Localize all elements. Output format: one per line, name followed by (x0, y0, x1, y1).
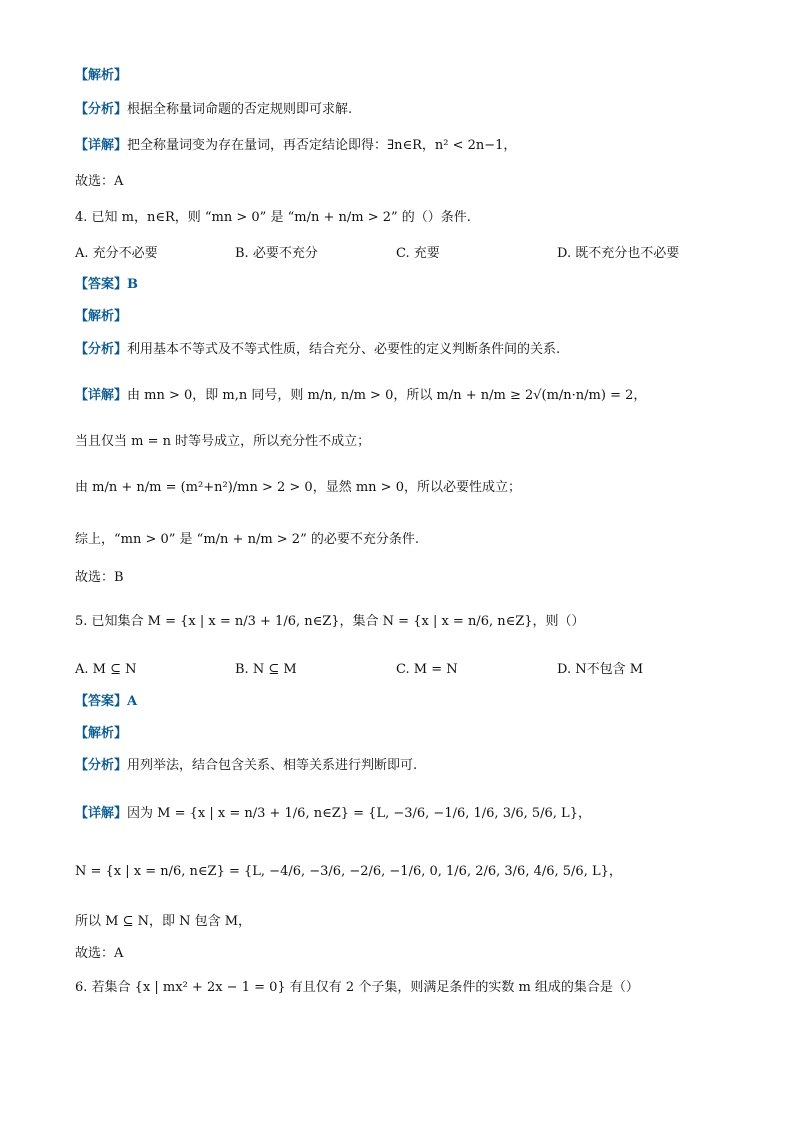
q4-option-a: A. 充分不必要 (75, 246, 158, 261)
detail-q5-line1 (75, 804, 591, 824)
q5-option-d: D. N不包含 M (557, 662, 644, 677)
detail-q3 (75, 136, 516, 156)
q5-option-c: C. M = N (396, 662, 458, 677)
detail-q4-line1 (75, 386, 646, 406)
detail-label: 【详解】 (75, 806, 128, 821)
answer-select-q4: 故选：B (75, 570, 124, 585)
analysis-label: 【分析】 (75, 342, 128, 357)
detail-label: 【详解】 (75, 138, 128, 153)
answer-label-q4: 【答案】B (75, 277, 138, 292)
q5-option-a: A. M ⊆ N (75, 662, 137, 677)
detail-text: 把全称量词变为存在量词，再否定结论即得：∃n∈R，n² < 2n−1， (127, 138, 517, 153)
jiexi-label-q5: 【解析】 (75, 726, 128, 741)
detail-label: 【详解】 (75, 388, 128, 403)
detail-text: 因为 M = {x | x = n/3 + 1/6, n∈Z} = {L, −3/6, −1/6, 1/6, 3/6, 5/6, L}， (127, 806, 591, 821)
detail-q4-line2: 当且仅当 m = n 时等号成立，所以充分性不成立； (75, 434, 371, 449)
analysis-text: 用列举法，结合包含关系、相等关系进行判断即可. (127, 758, 418, 773)
answer-label-q5: 【答案】A (75, 694, 138, 709)
analysis-label: 【分析】 (75, 758, 128, 773)
question-4-stem: 4. 已知 m，n∈R，则 “mn > 0” 是 “m/n + n/m > 2” 的（）条件. (75, 210, 471, 225)
q4-option-b: B. 必要不充分 (235, 246, 318, 261)
jiexi-label-q3: 【解析】 (75, 68, 128, 83)
analysis-text: 利用基本不等式及不等式性质，结合充分、必要性的定义判断条件间的关系. (127, 342, 561, 357)
analysis-q5 (75, 756, 417, 776)
answer-select-q3: 故选：A (75, 174, 124, 189)
question-6-stem: 6. 若集合 {x | mx² + 2x − 1 = 0} 有且仅有 2 个子集，则满足条件的实数 m 组成的集合是（） (75, 980, 639, 995)
q4-option-d: D. 既不充分也不必要 (557, 246, 680, 261)
detail-q4-line4: 综上，“mn > 0” 是 “m/n + n/m > 2” 的必要不充分条件. (75, 532, 419, 547)
answer-select-q5: 故选：A (75, 946, 124, 961)
detail-text: 由 mn > 0，即 m,n 同号，则 m/n, n/m > 0，所以 m/n + n/m ≥ 2√(m/n·n/m) = 2， (127, 388, 647, 403)
analysis-q4 (75, 340, 560, 360)
q4-option-c: C. 充要 (396, 246, 440, 261)
analysis-label: 【分析】 (75, 102, 128, 117)
detail-q4-line3: 由 m/n + n/m = (m²+n²)/mn > 2 > 0，显然 mn > 0，所以必要性成立； (75, 480, 521, 495)
analysis-q3 (75, 100, 352, 120)
jiexi-label-q4: 【解析】 (75, 309, 128, 324)
question-5-stem: 5. 已知集合 M = {x | x = n/3 + 1/6, n∈Z}，集合 N = {x | x = n/6, n∈Z}，则（） (75, 614, 585, 629)
q5-option-b: B. N ⊆ M (235, 662, 297, 677)
detail-q5-line2: N = {x | x = n/6, n∈Z} = {L, −4/6, −3/6, −2/6, −1/6, 0, 1/6, 2/6, 3/6, 4/6, 5/6, L}， (75, 864, 622, 879)
detail-q5-line3: 所以 M ⊆ N，即 N 包含 M， (75, 914, 252, 929)
analysis-text: 根据全称量词命题的否定规则即可求解. (127, 102, 353, 117)
